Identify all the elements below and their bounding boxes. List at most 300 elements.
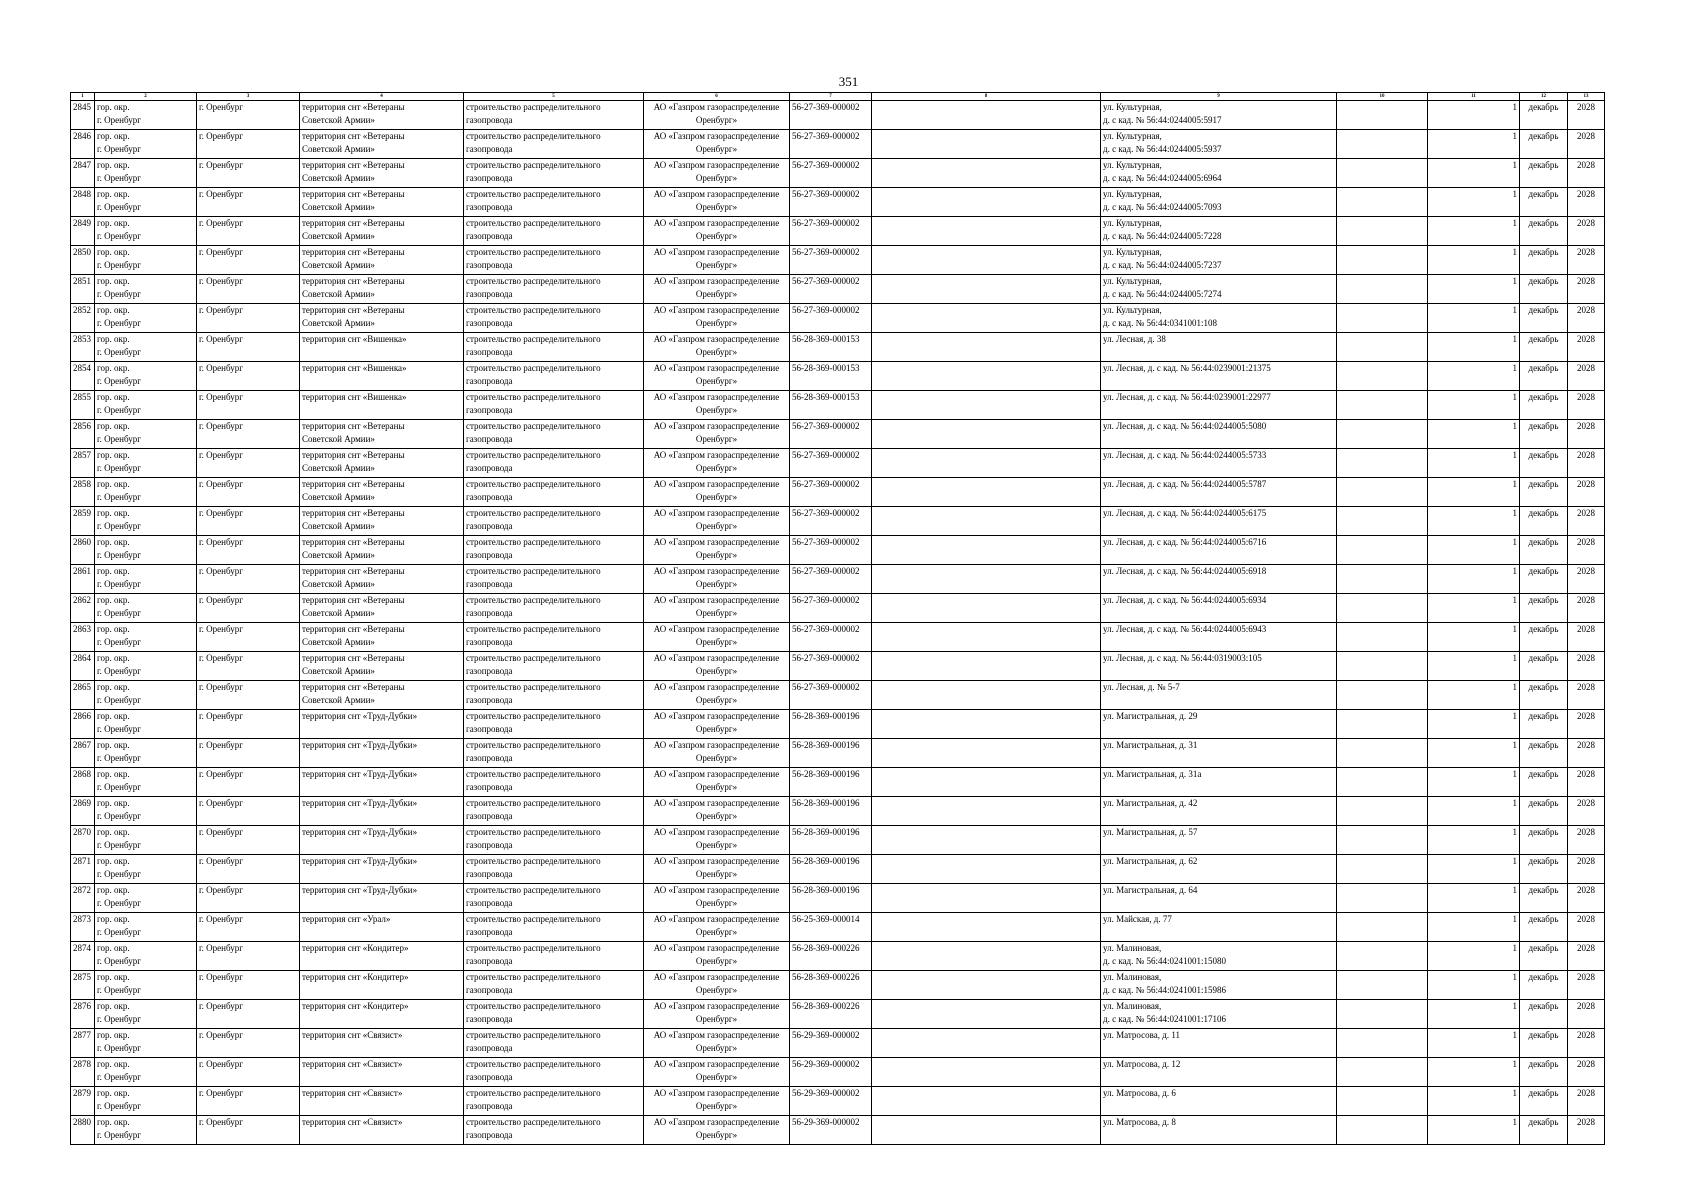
city-cell: г. Оренбург [197, 188, 300, 217]
work-type-cell-line: газопровода [466, 318, 513, 328]
column-8-cell [872, 565, 1101, 594]
address-cell [1101, 101, 1337, 130]
address-cell-line: д. с кад. № 56:44:0341001:108 [1103, 318, 1217, 328]
work-type-cell [464, 420, 644, 449]
district-cell-line: г. Оренбург [97, 1072, 141, 1082]
column-10-cell [1337, 362, 1428, 391]
work-type-cell-line: газопровода [466, 1130, 513, 1140]
column-number-8: 8 [872, 93, 1101, 101]
row-number-cell: 2846 [71, 130, 95, 159]
row-number-cell: 2854 [71, 362, 95, 391]
territory-cell [300, 971, 464, 1000]
district-cell-line: г. Оренбург [97, 318, 141, 328]
year-cell: 2028 [1568, 565, 1605, 594]
object-code-cell: 56-28-369-000196 [790, 826, 872, 855]
district-cell-line: г. Оренбург [97, 115, 141, 125]
object-code-cell: 56-27-369-000002 [790, 652, 872, 681]
quantity-cell: 1 [1428, 1029, 1520, 1058]
territory-cell [300, 275, 464, 304]
quantity-cell: 1 [1428, 159, 1520, 188]
organization-cell-line: Оренбург» [695, 492, 738, 502]
column-10-cell [1337, 478, 1428, 507]
district-cell-line: г. Оренбург [97, 985, 141, 995]
organization-cell [644, 1000, 790, 1029]
year-cell: 2028 [1568, 246, 1605, 275]
organization-cell [644, 536, 790, 565]
territory-cell-line: Советской Армии» [302, 289, 375, 299]
work-type-cell-line: газопровода [466, 608, 513, 618]
address-cell [1101, 855, 1337, 884]
row-number-cell: 2859 [71, 507, 95, 536]
table-row [71, 275, 1605, 304]
territory-cell [300, 1000, 464, 1029]
table-row [71, 1058, 1605, 1087]
organization-cell-line: АО «Газпром газораспределение [653, 943, 780, 953]
column-10-cell [1337, 1087, 1428, 1116]
work-type-cell-line: строительство распределительного [466, 1059, 601, 1069]
object-code-cell: 56-27-369-000002 [790, 507, 872, 536]
table-row [71, 217, 1605, 246]
territory-cell-line: территория снт «Ветераны [302, 537, 405, 547]
territory-cell-line: территория снт «Ветераны [302, 653, 405, 663]
quantity-cell: 1 [1428, 594, 1520, 623]
territory-cell-line: Советской Армии» [302, 434, 375, 444]
object-code-cell: 56-28-369-000226 [790, 942, 872, 971]
territory-cell-line: Советской Армии» [302, 144, 375, 154]
district-cell-line: гор. окр. [97, 305, 130, 315]
object-code-cell: 56-27-369-000002 [790, 681, 872, 710]
object-code-cell: 56-27-369-000002 [790, 130, 872, 159]
territory-cell-line: Советской Армии» [302, 202, 375, 212]
column-10-cell [1337, 594, 1428, 623]
object-code-cell: 56-27-369-000002 [790, 304, 872, 333]
organization-cell-line: АО «Газпром газораспределение [653, 624, 780, 634]
organization-cell [644, 478, 790, 507]
organization-cell-line: АО «Газпром газораспределение [653, 682, 780, 692]
table-row [71, 536, 1605, 565]
quantity-cell: 1 [1428, 942, 1520, 971]
district-cell-line: г. Оренбург [97, 260, 141, 270]
column-10-cell [1337, 1058, 1428, 1087]
city-cell: г. Оренбург [197, 913, 300, 942]
city-cell: г. Оренбург [197, 826, 300, 855]
organization-cell-line: АО «Газпром газораспределение [653, 972, 780, 982]
city-cell: г. Оренбург [197, 942, 300, 971]
row-number-cell: 2876 [71, 1000, 95, 1029]
year-cell: 2028 [1568, 797, 1605, 826]
work-type-cell-line: газопровода [466, 1043, 513, 1053]
work-type-cell [464, 159, 644, 188]
organization-cell-line: Оренбург» [695, 1101, 738, 1111]
quantity-cell: 1 [1428, 797, 1520, 826]
district-cell-line: г. Оренбург [97, 463, 141, 473]
organization-cell-line: Оренбург» [695, 869, 738, 879]
work-type-cell [464, 623, 644, 652]
organization-cell-line: АО «Газпром газораспределение [653, 363, 780, 373]
month-cell: декабрь [1520, 652, 1568, 681]
column-8-cell [872, 304, 1101, 333]
district-cell [95, 507, 197, 536]
year-cell: 2028 [1568, 594, 1605, 623]
territory-cell [300, 1058, 464, 1087]
territory-cell-line: Советской Армии» [302, 608, 375, 618]
organization-cell-line: Оренбург» [695, 376, 738, 386]
object-code-cell: 56-27-369-000002 [790, 188, 872, 217]
address-cell [1101, 971, 1337, 1000]
month-cell: декабрь [1520, 826, 1568, 855]
quantity-cell: 1 [1428, 101, 1520, 130]
district-cell-line: гор. окр. [97, 131, 130, 141]
year-cell: 2028 [1568, 652, 1605, 681]
address-cell-line: ул. Магистральная, д. 57 [1103, 827, 1198, 837]
address-cell-line: ул. Лесная, д. 38 [1103, 334, 1166, 344]
work-type-cell-line: строительство распределительного [466, 450, 601, 460]
work-type-cell [464, 594, 644, 623]
month-cell: декабрь [1520, 275, 1568, 304]
address-cell-line: ул. Матросова, д. 11 [1103, 1030, 1180, 1040]
column-number-row [71, 93, 1605, 101]
organization-cell-line: АО «Газпром газораспределение [653, 218, 780, 228]
object-code-cell: 56-27-369-000002 [790, 159, 872, 188]
district-cell-line: г. Оренбург [97, 289, 141, 299]
organization-cell [644, 971, 790, 1000]
city-cell: г. Оренбург [197, 217, 300, 246]
month-cell: декабрь [1520, 420, 1568, 449]
work-type-cell-line: строительство распределительного [466, 276, 601, 286]
organization-cell [644, 333, 790, 362]
organization-cell-line: АО «Газпром газораспределение [653, 131, 780, 141]
address-cell-line: ул. Культурная, [1103, 102, 1162, 112]
address-cell [1101, 159, 1337, 188]
column-10-cell [1337, 913, 1428, 942]
territory-cell [300, 391, 464, 420]
district-cell-line: г. Оренбург [97, 869, 141, 879]
district-cell [95, 478, 197, 507]
district-cell-line: г. Оренбург [97, 666, 141, 676]
column-10-cell [1337, 333, 1428, 362]
address-cell [1101, 768, 1337, 797]
territory-cell [300, 101, 464, 130]
organization-cell-line: Оренбург» [695, 695, 738, 705]
district-cell-line: гор. окр. [97, 711, 130, 721]
work-type-cell-line: газопровода [466, 695, 513, 705]
territory-cell [300, 942, 464, 971]
column-10-cell [1337, 391, 1428, 420]
object-code-cell: 56-27-369-000002 [790, 536, 872, 565]
work-type-cell-line: строительство распределительного [466, 1088, 601, 1098]
column-8-cell [872, 681, 1101, 710]
territory-cell-line: Советской Армии» [302, 260, 375, 270]
quantity-cell: 1 [1428, 1116, 1520, 1145]
district-cell-line: гор. окр. [97, 421, 130, 431]
quantity-cell: 1 [1428, 449, 1520, 478]
work-type-cell-line: строительство распределительного [466, 653, 601, 663]
address-cell-line: д. с кад. № 56:44:0244005:7237 [1103, 260, 1222, 270]
city-cell: г. Оренбург [197, 594, 300, 623]
address-cell-line: ул. Лесная, д. с кад. № 56:44:0244005:6934 [1103, 595, 1267, 605]
quantity-cell: 1 [1428, 623, 1520, 652]
address-cell-line: д. с кад. № 56:44:0241001:15986 [1103, 985, 1226, 995]
year-cell: 2028 [1568, 275, 1605, 304]
work-type-cell-line: строительство распределительного [466, 914, 601, 924]
column-number-9: 9 [1101, 93, 1337, 101]
territory-cell-line: территория снт «Труд-Дубки» [302, 769, 418, 779]
table-row [71, 304, 1605, 333]
row-number-cell: 2848 [71, 188, 95, 217]
work-type-cell-line: газопровода [466, 724, 513, 734]
row-number-cell: 2868 [71, 768, 95, 797]
organization-cell [644, 797, 790, 826]
work-type-cell-line: газопровода [466, 289, 513, 299]
address-cell-line: ул. Лесная, д. с кад. № 56:44:0244005:5080 [1103, 421, 1267, 431]
address-cell-line: ул. Лесная, д. № 5-7 [1103, 682, 1180, 692]
district-cell-line: гор. окр. [97, 450, 130, 460]
quantity-cell: 1 [1428, 1000, 1520, 1029]
table-row [71, 449, 1605, 478]
year-cell: 2028 [1568, 130, 1605, 159]
work-type-cell-line: газопровода [466, 898, 513, 908]
month-cell: декабрь [1520, 884, 1568, 913]
district-cell-line: гор. окр. [97, 1001, 130, 1011]
address-cell [1101, 420, 1337, 449]
district-cell [95, 159, 197, 188]
object-code-cell: 56-27-369-000002 [790, 420, 872, 449]
district-cell [95, 739, 197, 768]
territory-cell [300, 536, 464, 565]
object-code-cell: 56-29-369-000002 [790, 1058, 872, 1087]
work-type-cell-line: строительство распределительного [466, 189, 601, 199]
month-cell: декабрь [1520, 710, 1568, 739]
city-cell: г. Оренбург [197, 768, 300, 797]
district-cell-line: г. Оренбург [97, 956, 141, 966]
organization-cell [644, 188, 790, 217]
work-type-cell [464, 188, 644, 217]
district-cell [95, 1116, 197, 1145]
city-cell: г. Оренбург [197, 855, 300, 884]
month-cell: декабрь [1520, 855, 1568, 884]
table-row [71, 971, 1605, 1000]
work-type-cell-line: строительство распределительного [466, 566, 601, 576]
territory-cell-line: территория снт «Связист» [302, 1088, 403, 1098]
city-cell: г. Оренбург [197, 652, 300, 681]
work-type-cell-line: строительство распределительного [466, 537, 601, 547]
column-10-cell [1337, 101, 1428, 130]
work-type-cell [464, 942, 644, 971]
work-type-cell-line: строительство распределительного [466, 885, 601, 895]
address-cell [1101, 391, 1337, 420]
row-number-cell: 2853 [71, 333, 95, 362]
district-cell-line: гор. окр. [97, 653, 130, 663]
city-cell: г. Оренбург [197, 333, 300, 362]
address-cell-line: ул. Культурная, [1103, 218, 1162, 228]
month-cell: декабрь [1520, 971, 1568, 1000]
column-8-cell [872, 275, 1101, 304]
page-number: 351 [838, 74, 859, 89]
district-cell [95, 304, 197, 333]
territory-cell-line: Советской Армии» [302, 492, 375, 502]
address-cell-line: ул. Культурная, [1103, 305, 1162, 315]
territory-cell-line: территория снт «Ветераны [302, 479, 405, 489]
organization-cell-line: Оренбург» [695, 985, 738, 995]
year-cell: 2028 [1568, 855, 1605, 884]
city-cell: г. Оренбург [197, 623, 300, 652]
work-type-cell-line: газопровода [466, 782, 513, 792]
territory-cell [300, 217, 464, 246]
city-cell: г. Оренбург [197, 507, 300, 536]
organization-cell [644, 362, 790, 391]
column-8-cell [872, 391, 1101, 420]
territory-cell [300, 420, 464, 449]
organization-cell-line: Оренбург» [695, 1130, 738, 1140]
work-type-cell [464, 913, 644, 942]
table-row [71, 159, 1605, 188]
territory-cell [300, 362, 464, 391]
district-cell [95, 594, 197, 623]
district-cell [95, 884, 197, 913]
column-10-cell [1337, 739, 1428, 768]
work-type-cell-line: газопровода [466, 753, 513, 763]
district-cell [95, 971, 197, 1000]
year-cell: 2028 [1568, 884, 1605, 913]
year-cell: 2028 [1568, 710, 1605, 739]
district-cell [95, 130, 197, 159]
territory-cell-line: Советской Армии» [302, 637, 375, 647]
address-cell [1101, 681, 1337, 710]
territory-cell-line: территория снт «Труд-Дубки» [302, 856, 418, 866]
territory-cell [300, 333, 464, 362]
address-cell [1101, 1029, 1337, 1058]
column-10-cell [1337, 246, 1428, 275]
month-cell: декабрь [1520, 130, 1568, 159]
territory-cell-line: территория снт «Ветераны [302, 566, 405, 576]
row-number-cell: 2856 [71, 420, 95, 449]
district-cell-line: г. Оренбург [97, 695, 141, 705]
organization-cell-line: Оренбург» [695, 579, 738, 589]
table-row [71, 1116, 1605, 1145]
territory-cell-line: Советской Армии» [302, 173, 375, 183]
month-cell: декабрь [1520, 391, 1568, 420]
month-cell: декабрь [1520, 304, 1568, 333]
organization-cell-line: Оренбург» [695, 608, 738, 618]
object-code-cell: 56-29-369-000002 [790, 1087, 872, 1116]
territory-cell [300, 652, 464, 681]
city-cell: г. Оренбург [197, 710, 300, 739]
year-cell: 2028 [1568, 333, 1605, 362]
quantity-cell: 1 [1428, 884, 1520, 913]
table-row [71, 420, 1605, 449]
work-type-cell [464, 797, 644, 826]
object-code-cell: 56-27-369-000002 [790, 101, 872, 130]
district-cell [95, 101, 197, 130]
territory-cell-line: Советской Армии» [302, 115, 375, 125]
district-cell [95, 391, 197, 420]
city-cell: г. Оренбург [197, 1000, 300, 1029]
work-type-cell-line: газопровода [466, 579, 513, 589]
year-cell: 2028 [1568, 420, 1605, 449]
district-cell-line: гор. окр. [97, 276, 130, 286]
work-type-cell-line: газопровода [466, 434, 513, 444]
quantity-cell: 1 [1428, 652, 1520, 681]
work-type-cell-line: строительство распределительного [466, 740, 601, 750]
district-cell [95, 536, 197, 565]
object-code-cell: 56-28-369-000196 [790, 710, 872, 739]
work-type-cell-line: строительство распределительного [466, 305, 601, 315]
district-cell-line: г. Оренбург [97, 405, 141, 415]
month-cell: декабрь [1520, 739, 1568, 768]
city-cell: г. Оренбург [197, 478, 300, 507]
work-type-cell-line: строительство распределительного [466, 856, 601, 866]
row-number-cell: 2875 [71, 971, 95, 1000]
organization-cell [644, 565, 790, 594]
territory-cell-line: территория снт «Труд-Дубки» [302, 740, 418, 750]
column-8-cell [872, 884, 1101, 913]
column-8-cell [872, 478, 1101, 507]
address-cell [1101, 217, 1337, 246]
organization-cell-line: Оренбург» [695, 115, 738, 125]
row-number-cell: 2864 [71, 652, 95, 681]
month-cell: декабрь [1520, 362, 1568, 391]
table-row [71, 1087, 1605, 1116]
month-cell: декабрь [1520, 768, 1568, 797]
district-cell-line: г. Оренбург [97, 434, 141, 444]
organization-cell [644, 159, 790, 188]
organization-cell-line: АО «Газпром газораспределение [653, 914, 780, 924]
territory-cell-line: территория снт «Ветераны [302, 160, 405, 170]
address-cell-line: ул. Малиновая, [1103, 972, 1162, 982]
year-cell: 2028 [1568, 449, 1605, 478]
address-cell-line: ул. Малиновая, [1103, 943, 1162, 953]
district-cell-line: гор. окр. [97, 1030, 130, 1040]
work-type-cell-line: газопровода [466, 840, 513, 850]
address-cell-line: д. с кад. № 56:44:0244005:5937 [1103, 144, 1222, 154]
work-type-cell-line: строительство распределительного [466, 218, 601, 228]
column-8-cell [872, 101, 1101, 130]
territory-cell-line: территория снт «Ветераны [302, 624, 405, 634]
address-cell [1101, 942, 1337, 971]
organization-cell-line: АО «Газпром газораспределение [653, 392, 780, 402]
object-code-cell: 56-29-369-000002 [790, 1029, 872, 1058]
territory-cell [300, 1116, 464, 1145]
quantity-cell: 1 [1428, 478, 1520, 507]
district-cell-line: гор. окр. [97, 624, 130, 634]
work-type-cell [464, 304, 644, 333]
column-10-cell [1337, 855, 1428, 884]
organization-cell [644, 130, 790, 159]
table-row [71, 188, 1605, 217]
district-cell-line: гор. окр. [97, 363, 130, 373]
month-cell: декабрь [1520, 913, 1568, 942]
city-cell: г. Оренбург [197, 536, 300, 565]
work-type-cell-line: газопровода [466, 144, 513, 154]
column-10-cell [1337, 623, 1428, 652]
territory-cell-line: территория снт «Связист» [302, 1117, 403, 1127]
month-cell: декабрь [1520, 681, 1568, 710]
district-cell-line: гор. окр. [97, 189, 130, 199]
work-type-cell-line: газопровода [466, 985, 513, 995]
row-number-cell: 2865 [71, 681, 95, 710]
territory-cell-line: Советской Армии» [302, 521, 375, 531]
city-cell: г. Оренбург [197, 246, 300, 275]
object-code-cell: 56-28-369-000196 [790, 884, 872, 913]
column-10-cell [1337, 536, 1428, 565]
table-row [71, 942, 1605, 971]
month-cell: декабрь [1520, 333, 1568, 362]
territory-cell [300, 1087, 464, 1116]
organization-cell-line: Оренбург» [695, 231, 738, 241]
territory-cell [300, 710, 464, 739]
territory-cell [300, 681, 464, 710]
address-cell-line: ул. Культурная, [1103, 160, 1162, 170]
